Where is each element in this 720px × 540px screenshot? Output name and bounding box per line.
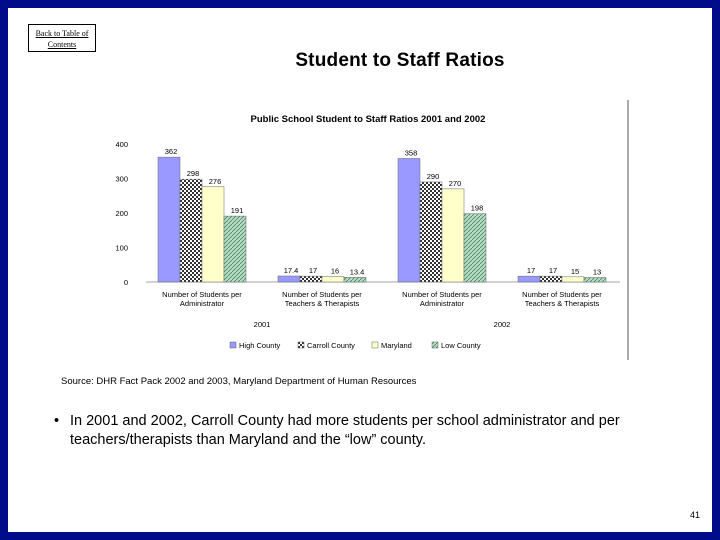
bar [420, 182, 442, 282]
bar [344, 277, 366, 282]
bar [180, 179, 202, 282]
x-tick-label: Administrator [179, 299, 225, 308]
legend-label: Low County [441, 341, 481, 350]
group-label: 2002 [493, 320, 511, 329]
back-to-contents-link[interactable]: Back to Table of Contents [28, 24, 96, 52]
x-tick-label: Number of Students per [402, 290, 482, 299]
bar-value-label: 191 [230, 206, 244, 216]
bar-value-label: 13.4 [349, 267, 365, 277]
bar [442, 189, 464, 282]
bar [584, 278, 606, 282]
bar [278, 276, 300, 282]
bar-value-label: 270 [448, 178, 462, 188]
bullet-symbol: • [54, 413, 60, 429]
bullet-text: In 2001 and 2002, Carroll County had more students per school administrator and per teachers/therapists than Maryland and the “low” county. [70, 413, 620, 448]
bar-value-label: 17 [308, 266, 318, 276]
bar [158, 157, 180, 282]
x-tick-label: Teachers & Therapists [524, 299, 600, 308]
x-tick-label: Teachers & Therapists [284, 299, 360, 308]
y-tick-label: 200 [115, 209, 128, 218]
bar-value-label: 13 [592, 267, 602, 277]
bullet-point [54, 412, 674, 450]
bar [540, 276, 562, 282]
slide-title: Student to Staff Ratios [295, 50, 505, 71]
chart-plot-area [115, 140, 620, 350]
legend-swatch [432, 342, 438, 348]
bar [322, 276, 344, 282]
bar-chart [100, 100, 630, 360]
legend-label: Carroll County [307, 341, 355, 350]
x-tick-label: Number of Students per [162, 290, 242, 299]
y-tick-label: 0 [123, 278, 128, 287]
chart-title: Public School Student to Staff Ratios 2001 and 2002 [250, 114, 486, 125]
bar [224, 216, 246, 282]
bar [562, 277, 584, 282]
bar [518, 276, 540, 282]
x-tick-label: Number of Students per [282, 290, 362, 299]
bar [202, 187, 224, 282]
source-note: Source: DHR Fact Pack 2002 and 2003, Maryland Department of Human Resources [61, 376, 417, 387]
bar-value-label: 362 [164, 147, 178, 157]
slide [8, 8, 712, 532]
group-label: 2001 [253, 320, 271, 329]
bar-value-label: 16 [330, 266, 340, 276]
legend-swatch [372, 342, 378, 348]
bar-value-label: 276 [208, 176, 222, 186]
legend-label: Maryland [381, 341, 412, 350]
y-tick-label: 100 [115, 243, 128, 253]
bar-value-label: 15 [570, 266, 580, 276]
bar-value-label: 17 [548, 266, 558, 276]
bar [300, 276, 322, 282]
page-number: 41 [689, 510, 700, 520]
bar-value-label: 198 [470, 203, 484, 213]
y-tick-label: 300 [115, 174, 128, 184]
bar-value-label: 358 [404, 148, 418, 158]
x-tick-label: Administrator [419, 299, 465, 308]
y-tick-label: 400 [115, 140, 128, 149]
legend-swatch [298, 342, 304, 348]
bar-value-label: 17 [526, 266, 536, 276]
legend-label: High County [239, 341, 281, 350]
legend-swatch [230, 342, 236, 348]
bar-value-label: 298 [186, 169, 200, 179]
bar [398, 158, 420, 282]
x-tick-label: Number of Students per [522, 290, 602, 299]
bar-value-label: 290 [426, 171, 440, 181]
bar [464, 214, 486, 282]
bar-value-label: 17.4 [283, 265, 299, 275]
